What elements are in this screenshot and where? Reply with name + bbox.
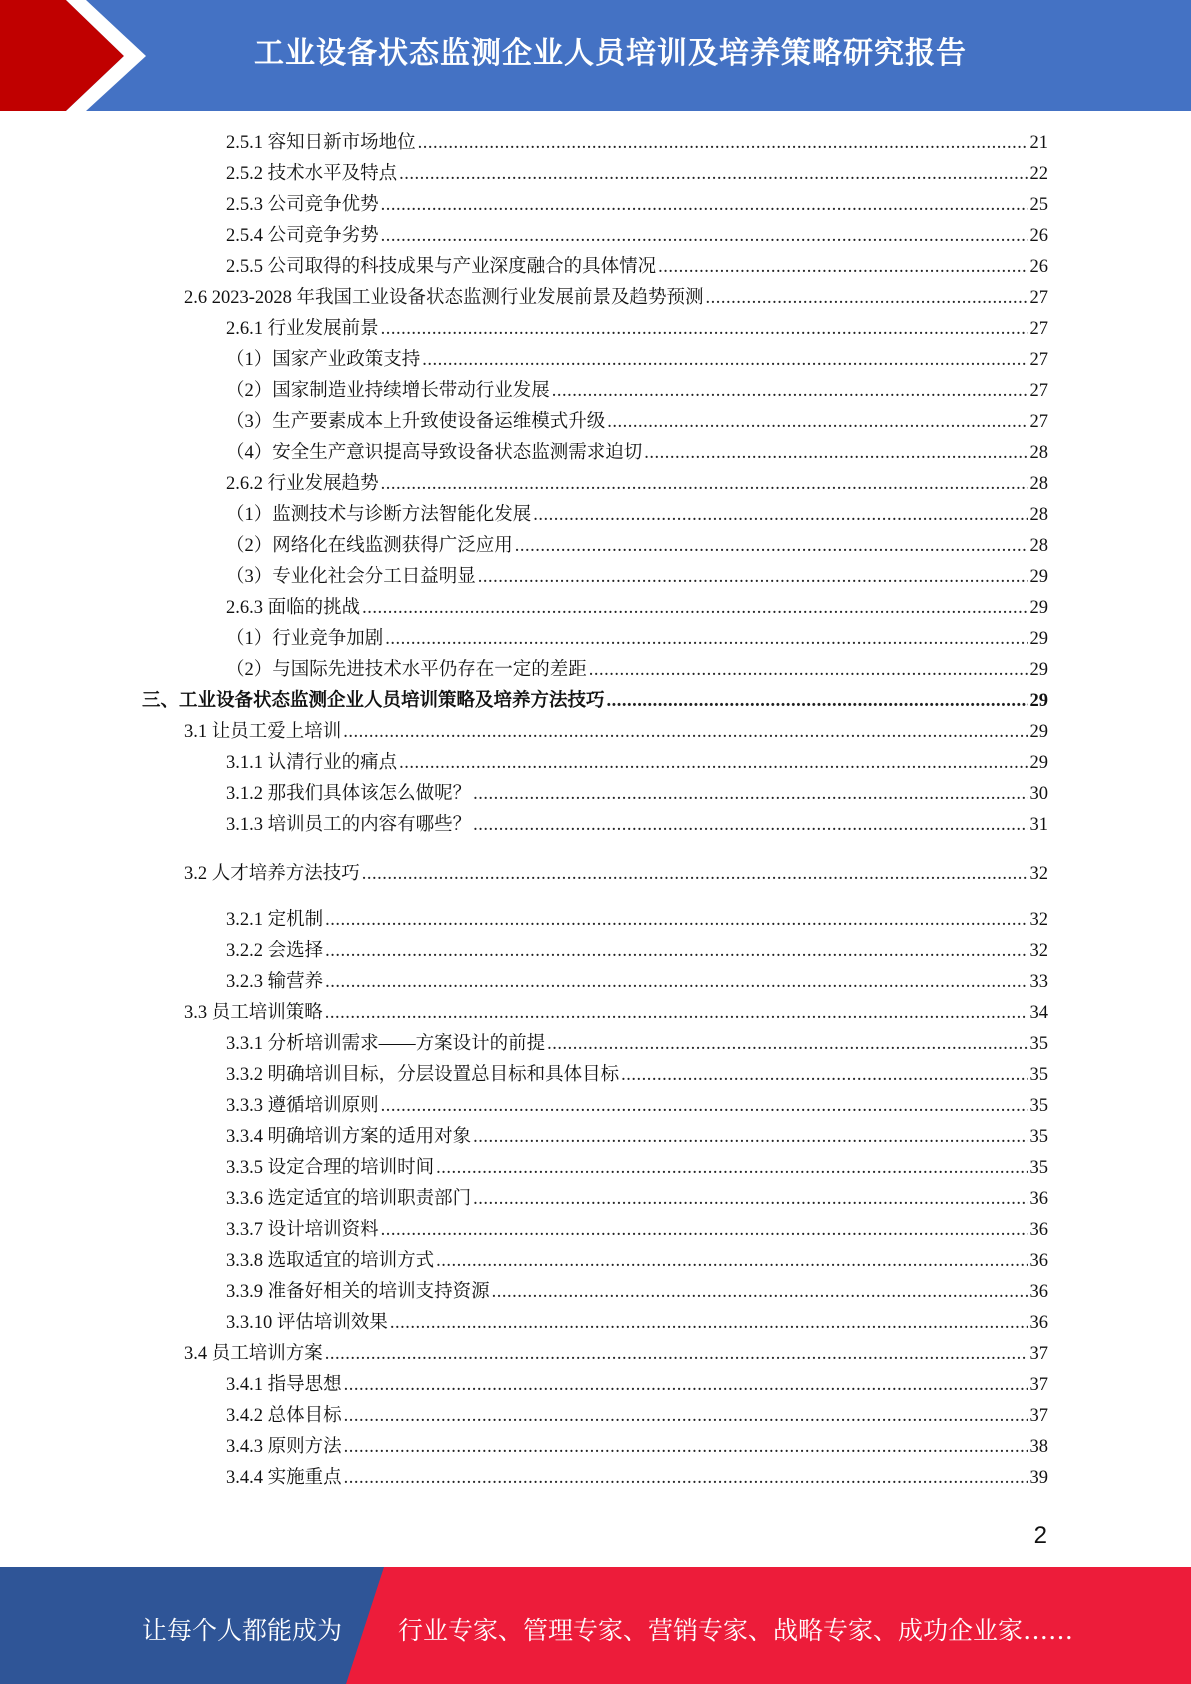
toc-entry-page: 30 — [1029, 784, 1048, 804]
toc-entry-page: 35 — [1029, 1127, 1048, 1147]
toc-entry[interactable] — [226, 345, 1048, 375]
toc-entry-page: 26 — [1029, 226, 1048, 246]
toc-entry[interactable] — [226, 1432, 1048, 1462]
toc-leader-dots — [381, 469, 1028, 499]
toc-entry-page: 32 — [1029, 864, 1048, 884]
toc-entry-label: 3.2 人才培养方法技巧 — [184, 864, 360, 884]
toc-entry-label: 3.3.8 选取适宜的培训方式 — [226, 1251, 435, 1271]
toc-entry[interactable] — [226, 1215, 1048, 1245]
toc-leader-dots — [473, 779, 1027, 809]
toc-entry-label: 3.3.2 明确培训目标，分层设置总目标和具体目标 — [226, 1065, 620, 1085]
toc-entry-page: 35 — [1029, 1158, 1048, 1178]
toc-entry-page: 37 — [1029, 1406, 1048, 1426]
page-footer — [0, 1567, 1191, 1684]
toc-entry[interactable] — [226, 438, 1048, 468]
toc-entry-label: 3.4.4 实施重点 — [226, 1468, 342, 1488]
toc-entry-page: 36 — [1029, 1282, 1048, 1302]
toc-entry-page: 35 — [1029, 1065, 1048, 1085]
toc-leader-dots — [547, 1029, 1027, 1059]
toc-entry[interactable] — [226, 190, 1048, 220]
toc-entry-page: 29 — [1029, 598, 1048, 618]
toc-entry[interactable] — [226, 1060, 1048, 1090]
toc-leader-dots — [344, 1463, 1028, 1493]
toc-entry[interactable] — [226, 407, 1048, 437]
toc-leader-dots — [644, 438, 1027, 468]
toc-entry[interactable] — [184, 717, 1048, 747]
toc-entry-label: 2.6.1 行业发展前景 — [226, 319, 379, 339]
footer-slogan-left: 让每个人都能成为 — [142, 1616, 343, 1645]
toc-entry-label: 3.3.9 准备好相关的培训支持资源 — [226, 1282, 490, 1302]
toc-entry-page: 39 — [1029, 1468, 1048, 1488]
toc-leader-dots — [706, 283, 1028, 313]
toc-entry-page: 27 — [1029, 319, 1048, 339]
toc-entry[interactable] — [226, 562, 1048, 592]
toc-leader-dots — [418, 128, 1028, 158]
toc-leader-dots — [381, 221, 1028, 251]
toc-entry[interactable] — [226, 159, 1048, 189]
toc-entry-label: 3.3.3 遵循培训原则 — [226, 1096, 379, 1116]
toc-entry[interactable] — [226, 905, 1048, 935]
toc-entry[interactable] — [226, 967, 1048, 997]
toc-entry[interactable] — [226, 748, 1048, 778]
toc-entry-page: 27 — [1029, 350, 1048, 370]
toc-entry-page: 37 — [1029, 1375, 1048, 1395]
toc-entry-label: 3.3.4 明确培训方案的适用对象 — [226, 1127, 472, 1147]
toc-entry-label: 2.5.5 公司取得的科技成果与产业深度融合的具体情况 — [226, 257, 657, 277]
toc-entry[interactable] — [142, 686, 1048, 716]
toc-leader-dots — [344, 1432, 1028, 1462]
toc-entry[interactable] — [226, 1122, 1048, 1152]
toc-entry[interactable] — [226, 1401, 1048, 1431]
toc-entry[interactable] — [226, 593, 1048, 623]
page-number: 2 — [1033, 1522, 1047, 1549]
toc-entry[interactable] — [226, 624, 1048, 654]
toc-entry-label: 3.2.2 会选择 — [226, 941, 324, 961]
toc-entry-page: 37 — [1029, 1344, 1048, 1364]
toc-leader-dots — [473, 1184, 1027, 1214]
toc-leader-dots — [325, 967, 1027, 997]
toc-entry-label: 2.5.3 公司竞争优势 — [226, 195, 379, 215]
toc-entry[interactable] — [226, 469, 1048, 499]
toc-entry-label: （2）国家制造业持续增长带动行业发展 — [226, 381, 550, 401]
toc-leader-dots — [399, 159, 1027, 189]
toc-entry[interactable] — [226, 655, 1048, 685]
toc-entry-label: （2）与国际先进技术水平仍存在一定的差距 — [226, 660, 587, 680]
toc-entry-page: 34 — [1029, 1003, 1048, 1023]
footer-slogan-right: 行业专家、管理专家、营销专家、战略专家、成功企业家…… — [398, 1616, 1074, 1645]
toc-entry-page: 32 — [1029, 910, 1048, 930]
toc-entry-label: 3.4.2 总体目标 — [226, 1406, 342, 1426]
toc-entry-page: 38 — [1029, 1437, 1048, 1457]
toc-leader-dots — [473, 1122, 1027, 1152]
toc-entry-label: 2.6 2023-2028 年我国工业设备状态监测行业发展前景及趋势预测 — [184, 288, 704, 308]
toc-entry-page: 26 — [1029, 257, 1048, 277]
toc-entry-label: （4）安全生产意识提高导致设备状态监测需求迫切 — [226, 443, 643, 463]
toc-entry-page: 29 — [1029, 567, 1048, 587]
toc-entry-label: 2.5.4 公司竞争劣势 — [226, 226, 379, 246]
toc-entry[interactable] — [184, 283, 1048, 313]
toc-entry-page: 35 — [1029, 1034, 1048, 1054]
toc-entry[interactable] — [226, 1308, 1048, 1338]
toc-entry-page: 32 — [1029, 941, 1048, 961]
toc-entry-label: 2.6.2 行业发展趋势 — [226, 474, 379, 494]
toc-entry-label: 3.3.7 设计培训资料 — [226, 1220, 379, 1240]
toc-entry-label: 3.3.10 评估培训效果 — [226, 1313, 388, 1333]
toc-entry[interactable] — [226, 252, 1048, 282]
toc-entry-label: （1）行业竞争加剧 — [226, 629, 384, 649]
toc-entry[interactable] — [184, 1339, 1048, 1369]
toc-leader-dots — [381, 314, 1028, 344]
toc-leader-dots — [552, 376, 1028, 406]
toc-entry[interactable] — [184, 859, 1048, 889]
toc-leader-dots — [422, 345, 1027, 375]
toc-entry[interactable] — [226, 1153, 1048, 1183]
toc-leader-dots — [325, 1339, 1028, 1369]
toc-entry-page: 36 — [1029, 1313, 1048, 1333]
toc-entry-label: 2.5.2 技术水平及特点 — [226, 164, 398, 184]
toc-entry-page: 28 — [1029, 474, 1048, 494]
toc-entry[interactable] — [226, 1246, 1048, 1276]
toc-entry[interactable] — [226, 779, 1048, 809]
toc-entry-page: 36 — [1029, 1189, 1048, 1209]
toc-leader-dots — [344, 1401, 1028, 1431]
toc-entry[interactable] — [226, 1463, 1048, 1493]
toc-entry-label: 3.2.3 输营养 — [226, 972, 324, 992]
toc-entry-label: 3.4.3 原则方法 — [226, 1437, 342, 1457]
toc-leader-dots — [589, 655, 1028, 685]
toc-entry-label: 3.3.5 设定合理的培训时间 — [226, 1158, 435, 1178]
toc-leader-dots — [473, 810, 1027, 840]
toc-entry[interactable] — [226, 221, 1048, 251]
toc-leader-dots — [658, 252, 1027, 282]
toc-entry-page: 36 — [1029, 1220, 1048, 1240]
toc-leader-dots — [390, 1308, 1028, 1338]
toc-leader-dots — [607, 686, 1028, 716]
toc-leader-dots — [362, 859, 1028, 889]
toc-entry-label: 3.1.2 那我们具体该怎么做呢？ — [226, 784, 472, 804]
toc-entry-label: 3.3.1 分析培训需求——方案设计的前提 — [226, 1034, 546, 1054]
toc-leader-dots — [533, 500, 1027, 530]
toc-entry-label: （3）专业化社会分工日益明显 — [226, 567, 476, 587]
toc-leader-dots — [344, 1370, 1028, 1400]
page-header — [0, 0, 1191, 111]
toc-entry-label: 3.3.6 选定适宜的培训职责部门 — [226, 1189, 472, 1209]
toc-leader-dots — [381, 1215, 1028, 1245]
toc-entry[interactable] — [226, 500, 1048, 530]
toc-entry-page: 28 — [1029, 536, 1048, 556]
toc-entry[interactable] — [226, 1277, 1048, 1307]
toc-entry-label: （3）生产要素成本上升致使设备运维模式升级 — [226, 412, 606, 432]
toc-entry-label: （1）国家产业政策支持 — [226, 350, 421, 370]
toc-entry-page: 36 — [1029, 1251, 1048, 1271]
toc-leader-dots — [478, 562, 1028, 592]
toc-leader-dots — [362, 593, 1027, 623]
toc-leader-dots — [492, 1277, 1028, 1307]
toc-leader-dots — [436, 1153, 1027, 1183]
toc-entry-label: 2.5.1 容知日新市场地位 — [226, 133, 416, 153]
toc-entry[interactable] — [226, 1184, 1048, 1214]
toc-entry-label: 3.1.3 培训员工的内容有哪些？ — [226, 815, 472, 835]
toc-entry-label: 三、工业设备状态监测企业人员培训策略及培养方法技巧 — [142, 691, 605, 711]
toc-leader-dots — [607, 407, 1027, 437]
document-title: 工业设备状态监测企业人员培训及培养策略研究报告 — [254, 36, 967, 71]
toc-leader-dots — [399, 748, 1027, 778]
toc-entry-page: 33 — [1029, 972, 1048, 992]
toc-entry-page: 29 — [1029, 753, 1048, 773]
toc-entry-page: 28 — [1029, 505, 1048, 525]
toc-entry-page: 35 — [1029, 1096, 1048, 1116]
toc-entry-label: 3.1.1 认清行业的痛点 — [226, 753, 398, 773]
toc-entry[interactable] — [226, 531, 1048, 561]
toc-entry[interactable] — [226, 936, 1048, 966]
toc-leader-dots — [381, 1091, 1028, 1121]
toc-leader-dots — [325, 998, 1028, 1028]
toc-entry-page: 29 — [1029, 722, 1048, 742]
toc-entry[interactable] — [226, 1370, 1048, 1400]
toc-entry-label: 3.3 员工培训策略 — [184, 1003, 323, 1023]
toc-entry-page: 22 — [1029, 164, 1048, 184]
toc-entry-label: 3.2.1 定机制 — [226, 910, 324, 930]
toc-entry-label: （1）监测技术与诊断方法智能化发展 — [226, 505, 532, 525]
toc-entry[interactable] — [184, 998, 1048, 1028]
toc-entry-page: 29 — [1029, 660, 1048, 680]
toc-leader-dots — [515, 531, 1028, 561]
toc-entry-page: 29 — [1029, 691, 1048, 711]
toc-entry-label: 2.6.3 面临的挑战 — [226, 598, 361, 618]
toc-entry-label: 3.1 让员工爱上培训 — [184, 722, 342, 742]
toc-entry-page: 21 — [1029, 133, 1048, 153]
toc-entry-label: 3.4.1 指导思想 — [226, 1375, 342, 1395]
toc-entry[interactable] — [226, 1029, 1048, 1059]
toc-leader-dots — [621, 1060, 1027, 1090]
toc-leader-dots — [325, 905, 1027, 935]
toc-leader-dots — [436, 1246, 1027, 1276]
toc-entry-page: 25 — [1029, 195, 1048, 215]
toc-entry[interactable] — [226, 810, 1048, 840]
toc-entry-page: 27 — [1029, 412, 1048, 432]
toc-entry-page: 31 — [1029, 815, 1048, 835]
toc-leader-dots — [343, 717, 1027, 747]
toc-entry[interactable] — [226, 376, 1048, 406]
toc-leader-dots — [381, 190, 1028, 220]
toc-entry[interactable] — [226, 314, 1048, 344]
toc-entry-page: 29 — [1029, 629, 1048, 649]
toc-entry-page: 27 — [1029, 288, 1048, 308]
toc-entry-page: 27 — [1029, 381, 1048, 401]
toc-entry-label: （2）网络化在线监测获得广泛应用 — [226, 536, 513, 556]
toc-entry[interactable] — [226, 128, 1048, 158]
toc-leader-dots — [325, 936, 1027, 966]
toc-entry-label: 3.4 员工培训方案 — [184, 1344, 323, 1364]
toc-entry-page: 28 — [1029, 443, 1048, 463]
toc-leader-dots — [385, 624, 1027, 654]
toc-entry[interactable] — [226, 1091, 1048, 1121]
